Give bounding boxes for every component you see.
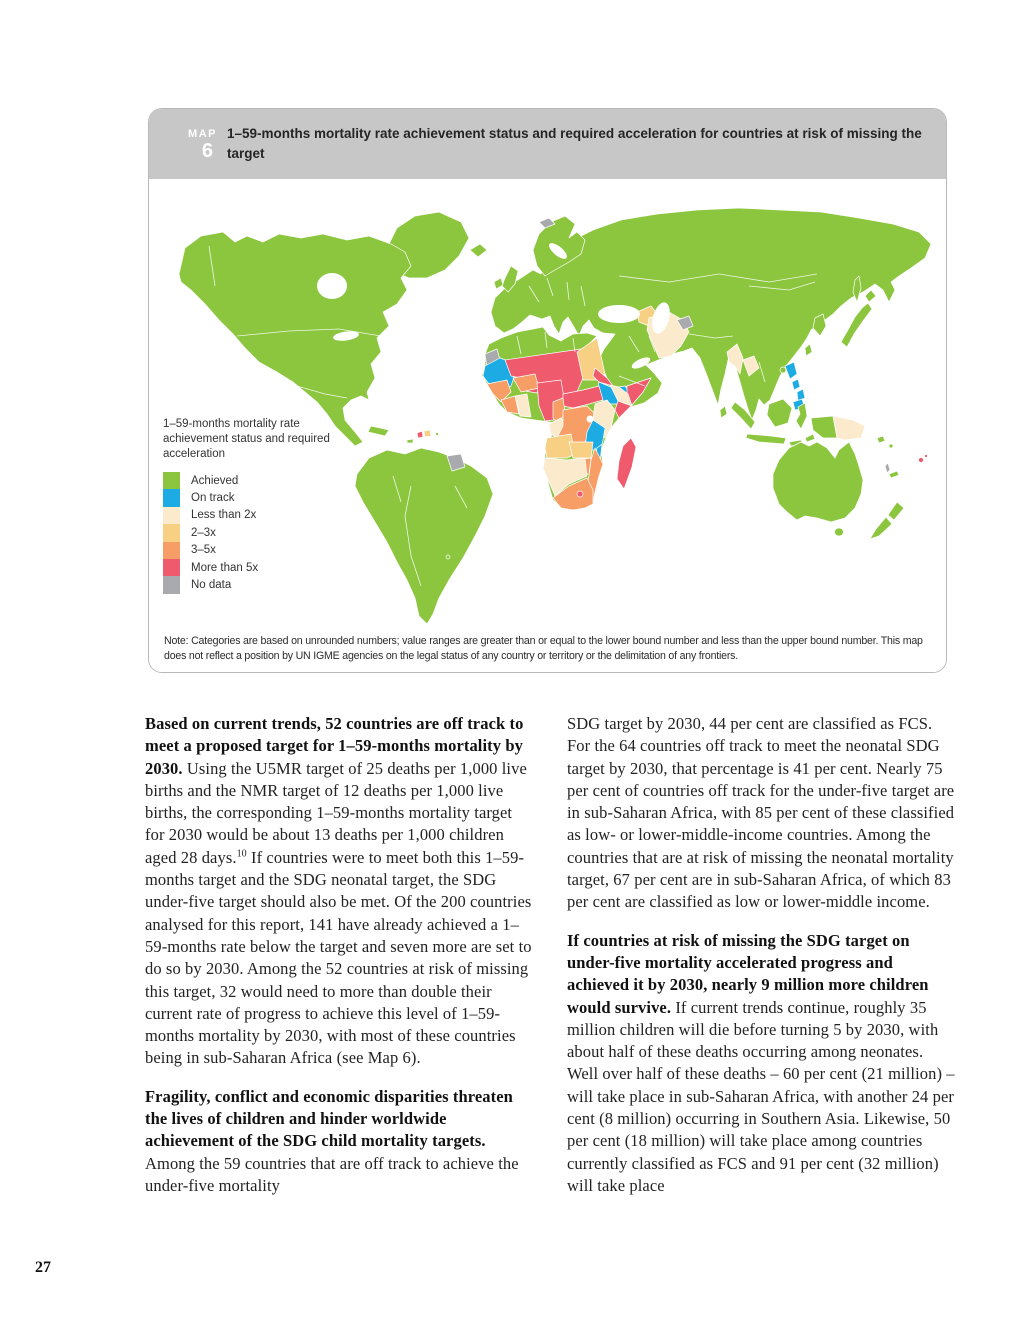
map-legend (163, 417, 363, 594)
region-cuba (368, 426, 389, 436)
hudson-bay (317, 273, 347, 299)
region-vanuatu (885, 463, 890, 473)
legend-items (163, 472, 363, 594)
region-new-caledonia (889, 471, 899, 478)
legend-label: Less than 2x (191, 509, 257, 522)
region-papua-new-guinea (833, 416, 865, 440)
paragraph-text: Among the 59 countries that are off track to achieve the under-five mortality (145, 1153, 519, 1195)
legend-label: 2–3x (191, 526, 216, 539)
map-note: Note: Categories are based on unrounded numbers; value ranges are greater than or equal to the lower bound number and less than the upper bound number. This map does not reflect a position by UN IGME agencies on the legal status of any country or territory or the delimitation of any frontiers. (164, 635, 923, 662)
region-tasmania (835, 528, 844, 536)
legend-item (163, 559, 363, 576)
paragraph-text: Using the U5MR target of 25 deaths per 1,000 live births and the NMR target of 12 deaths per 1,000 live births, the corresponding 1–59-months mortality target for 2030 would be about 13 deaths per 1,000 children aged 28 days. (145, 758, 527, 867)
map-title: 1–59-months mortality rate achievement status and required acceleration for countries at risk of missing the target (227, 126, 922, 161)
paragraph-text: If countries were to meet both this 1–59-months target and the SDG neonatal target, the SDG under-five target should also be met. Of the 200 countries analysed for this report, 141 have already achieved a 1–59-months rate below the target and seven more are set to do so by 2030. Among the 52 countries at risk of missing this target, 32 would need to more than double their current rate of progress to achieve this level of 1–59-months mortality by 2030, with most of these countries being in sub-Saharan Africa (see Map 6). (145, 847, 532, 1068)
legend-label: Achieved (191, 474, 239, 487)
legend-item (163, 576, 363, 593)
paragraph (145, 1086, 534, 1197)
region-zambia (569, 442, 593, 458)
map-number: 6 (201, 139, 213, 162)
region-lesotho (577, 491, 583, 497)
paragraph-lead: Based on current trends, 52 countries are off track to meet a proposed target for 1–59-months mortality by 2030. (145, 714, 524, 778)
region-solomon-islands (877, 436, 885, 443)
region-south-america (355, 448, 493, 624)
paragraph-text: SDG target by 2030, 44 per cent are classified as FCS. For the 64 countries off track to meet the neonatal SDG target by 2030, that percentage is 41 per cent. Nearly 75 per cent of countries off track for the under-five target are in sub-Saharan Africa, with 85 per cent of these classified as low- or lower-middle-income countries. Among the countries that are at risk of missing the neonatal mortality target, 67 per cent are in sub-Saharan Africa, of which 83 per cent are classified as low or lower-middle income. (567, 714, 955, 912)
2-3x-swatch (163, 524, 180, 541)
region-hainan (780, 367, 786, 373)
legend-item (163, 472, 363, 489)
black-sea (598, 305, 640, 323)
article-column-right (567, 713, 956, 1213)
region-hokkaido (865, 290, 876, 302)
article (145, 713, 957, 1213)
region-sri-lanka (720, 406, 727, 418)
map-panel (148, 108, 947, 673)
map-area (149, 179, 946, 672)
legend-item (163, 507, 363, 524)
region-madagascar (617, 438, 636, 489)
legend-label: 3–5x (191, 544, 216, 557)
legend-label: More than 5x (191, 561, 259, 574)
paragraph-lead: If countries at risk of missing the SDG target on under-five mortality accelerated progress and achieved it by 2030, nearly 9 million more children would survive. (567, 930, 929, 1017)
legend-title: 1–59-months mortality rate achievement status and required acceleration (163, 418, 330, 460)
map-kicker-label: MAP (188, 127, 217, 140)
legend-item (163, 524, 363, 541)
no-data-swatch (163, 576, 180, 593)
region-borneo (767, 399, 792, 427)
region-java (746, 434, 786, 444)
legend-item (163, 542, 363, 559)
region-iceland (470, 244, 487, 257)
region-falkland-islands (446, 555, 450, 559)
region-new-zealand-north (888, 502, 904, 520)
footnote-ref: 10 (236, 848, 247, 860)
map-kicker (165, 128, 217, 161)
3-5x-swatch (163, 542, 180, 559)
region-fiji (919, 458, 924, 463)
region-japan (841, 303, 872, 347)
on-track-swatch (163, 489, 180, 506)
region-haiti (417, 431, 423, 438)
less-2x-swatch (163, 507, 180, 524)
legend-item (163, 489, 363, 506)
region-ireland (494, 278, 503, 289)
page-number: 27 (35, 1259, 51, 1276)
paragraph (567, 930, 956, 1198)
region-new-guinea-west (811, 416, 837, 438)
region-philippines-visayas (792, 379, 800, 390)
legend-label: On track (191, 492, 235, 505)
achieved-swatch (163, 472, 180, 489)
region-puerto-rico (436, 433, 439, 436)
lake-victoria (587, 416, 594, 423)
paragraph (567, 713, 956, 914)
legend-label: No data (191, 579, 232, 592)
region-jamaica (407, 439, 413, 443)
region-australia (773, 442, 863, 522)
paragraph (145, 713, 534, 1070)
more-5x-swatch (163, 559, 180, 576)
region-taiwan (805, 344, 812, 356)
region-dominican-republic (424, 430, 431, 437)
region-timor (805, 434, 815, 442)
region-new-zealand-south (870, 517, 892, 539)
paragraph-lead: Fragility, conflict and economic disparities threaten the lives of children and hinder worldwide achievement of the SDG child mortality targets. (145, 1086, 513, 1151)
region-fiji-dot (925, 455, 928, 458)
paragraph-text: If current trends continue, roughly 35 million children will die before turning 5 by 2030, with about half of these deaths occurring among neonates. Well over half of these deaths – 60 per cent (21 million) – will take place in sub-Saharan Africa, with another 24 per cent (8 million) occurring in Southern Asia. Likewise, 50 per cent (18 million) will take place among countries currently classified as FCS and 91 per cent (32 million) will take place (567, 997, 955, 1195)
region-north-america (179, 232, 411, 446)
map-panel-header (149, 109, 946, 179)
region-solomon-dot (889, 444, 893, 448)
article-column-left (145, 713, 534, 1213)
